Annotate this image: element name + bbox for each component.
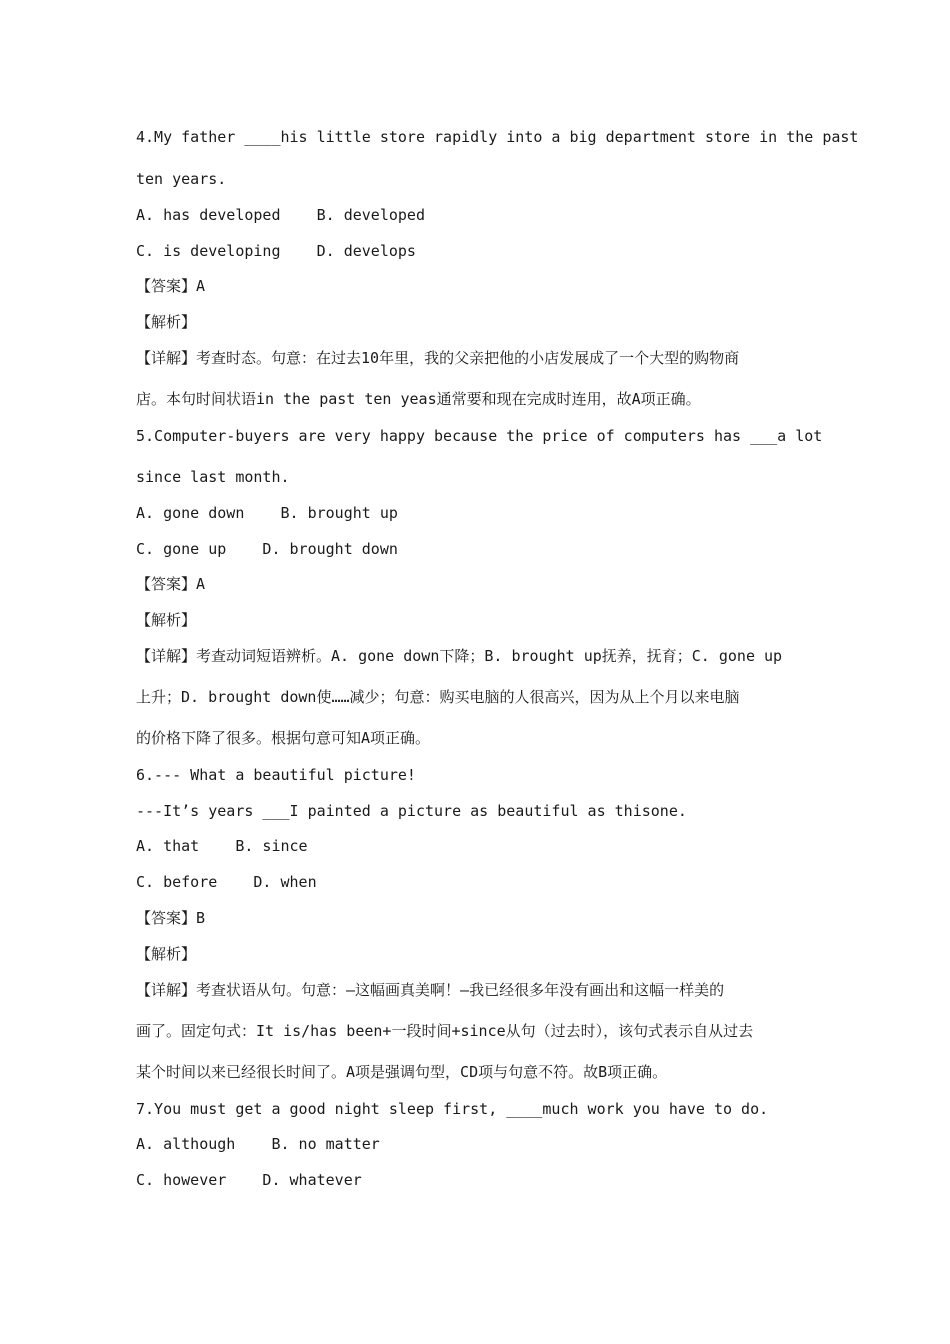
question-6-options-row-1: A. that B. since	[136, 837, 308, 855]
question-6-detail-line-2: 画了。固定句式：It is/has been+一段时间+since从句（过去时），该句式表示自从过去	[136, 1022, 754, 1040]
question-5-detail-line-1: 【详解】考查动词短语辨析。A. gone down下降；B. brought up抚养，抚育；C. gone up	[136, 647, 783, 665]
question-5-detail-line-3: 的价格下降了很多。根据句意可知A项正确。	[136, 729, 431, 747]
question-4-analysis-label: 【解析】	[136, 313, 197, 331]
question-5-stem-line-1: 5.Computer-buyers are very happy because the price of computers has ___a lot	[136, 427, 823, 445]
question-4-detail-line-1: 【详解】考查时态。句意：在过去10年里，我的父亲把他的小店发展成了一个大型的购物商	[136, 349, 740, 367]
question-6-stem-line-2: ---It’s years ___I painted a picture as beautiful as thisone.	[136, 802, 687, 820]
question-4-options-row-2: C. is developing D. develops	[136, 242, 416, 260]
question-4-options-row-1: A. has developed B. developed	[136, 206, 425, 224]
question-5-answer: 【答案】A	[136, 575, 206, 593]
question-5-analysis-label: 【解析】	[136, 611, 197, 629]
question-6-analysis-label: 【解析】	[136, 945, 197, 963]
question-6-options-row-2: C. before D. when	[136, 873, 317, 891]
question-4-stem-line-1: 4.My father ____his little store rapidly into a big department store in the past	[136, 128, 859, 146]
question-4-detail-line-2: 店。本句时间状语in the past ten yeas通常要和现在完成时连用，故A项正确。	[136, 390, 701, 408]
question-5-detail-line-2: 上升；D. brought down使……减少；句意：购买电脑的人很高兴，因为从上个月以来电脑	[136, 688, 740, 706]
question-7-stem-line-1: 7.You must get a good night sleep first, ____much work you have to do.	[136, 1100, 769, 1118]
question-5-options-row-1: A. gone down B. brought up	[136, 504, 398, 522]
question-7-options-row-1: A. although B. no matter	[136, 1135, 380, 1153]
question-6-detail-line-3: 某个时间以来已经很长时间了。A项是强调句型，CD项与句意不符。故B项正确。	[136, 1063, 668, 1081]
question-5-options-row-2: C. gone up D. brought down	[136, 540, 398, 558]
question-6-stem-line-1: 6.--- What a beautiful picture!	[136, 766, 416, 784]
question-4-answer: 【答案】A	[136, 277, 206, 295]
question-7-options-row-2: C. however D. whatever	[136, 1171, 362, 1189]
question-6-answer: 【答案】B	[136, 909, 206, 927]
question-4-stem-line-2: ten years.	[136, 170, 227, 188]
question-5-stem-line-2: since last month.	[136, 468, 290, 486]
question-6-detail-line-1: 【详解】考查状语从句。句意：—这幅画真美啊！—我已经很多年没有画出和这幅一样美的	[136, 981, 725, 999]
